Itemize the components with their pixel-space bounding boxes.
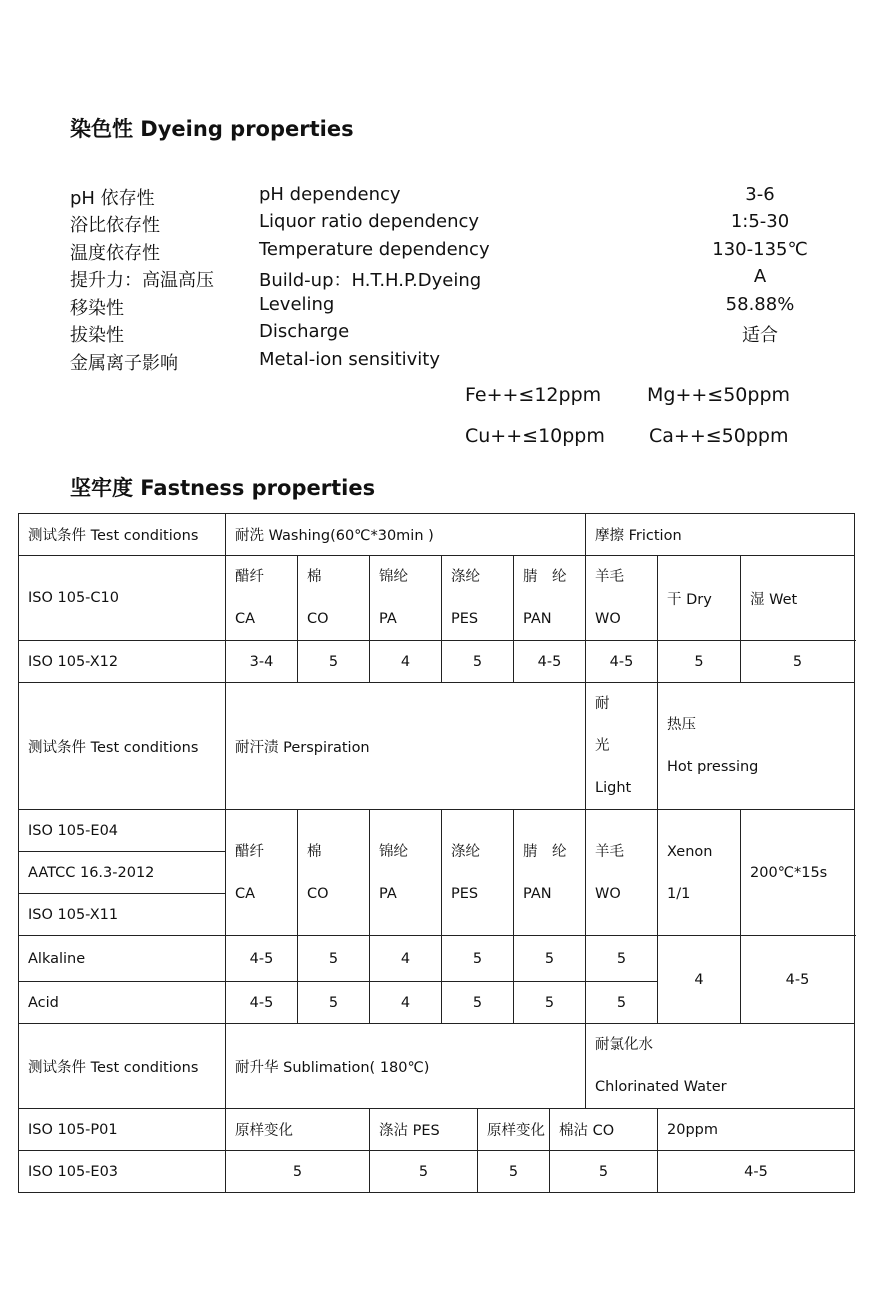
metal-ion-mg: Mg++≤50ppm <box>647 384 791 406</box>
standard-label: ISO 105-X11 <box>19 894 226 936</box>
property-value: 58.88% <box>725 294 795 315</box>
table-row <box>19 683 855 810</box>
grade-cell: 4-5 <box>226 982 298 1024</box>
grade-cell: 5 <box>586 982 658 1024</box>
fastness-title: 坚牢度 Fastness properties <box>70 476 376 500</box>
sublimation-col-header: 棉沾 CO <box>550 1109 658 1151</box>
fiber-header-co: 棉 CO <box>298 556 370 641</box>
light-header: 耐 光 Light <box>586 683 658 810</box>
grade-cell: 5 <box>298 982 370 1024</box>
grade-cell: 4 <box>370 982 442 1024</box>
grade-cell: 5 <box>478 1151 550 1193</box>
fiber-header-pa: 锦纶 PA <box>370 556 442 641</box>
grade-cell: 5 <box>442 641 514 683</box>
property-value: 1:5-30 <box>730 211 790 232</box>
fiber-header-wo: 羊毛 WO <box>586 810 658 936</box>
property-en: Build-up：H.T.H.P.Dyeing <box>259 270 482 291</box>
property-value: 适合 <box>742 325 778 346</box>
property-cn: pH 依存性 <box>70 188 155 209</box>
table-row <box>19 810 855 852</box>
property-cn: 拔染性 <box>70 325 124 346</box>
property-cn: 金属离子影响 <box>70 353 178 374</box>
grade-cell: 4 <box>370 936 442 982</box>
property-value: 3-6 <box>745 184 775 205</box>
grade-cell: 5 <box>514 936 586 982</box>
property-cn: 移染性 <box>70 298 124 319</box>
hot-pressing-grade: 4-5 <box>741 936 855 1024</box>
fiber-header-wo: 羊毛 WO <box>586 556 658 641</box>
table-row <box>19 641 855 683</box>
friction-header: 摩擦 Friction <box>586 514 855 556</box>
table-row <box>19 936 855 982</box>
sublimation-col-header: 原样变化 <box>478 1109 550 1151</box>
standard-label: ISO 105-E03 <box>19 1151 226 1193</box>
hot-pressing-condition: 200℃*15s <box>741 810 855 936</box>
grade-cell: 4 <box>370 641 442 683</box>
table-row <box>19 1151 855 1193</box>
property-en: Leveling <box>259 294 335 315</box>
metal-ion-ca: Ca++≤50ppm <box>649 425 789 447</box>
table-row <box>19 1024 855 1109</box>
standard-label: ISO 105-P01 <box>19 1109 226 1151</box>
grade-cell: 5 <box>298 641 370 683</box>
standard-label: ISO 105-X12 <box>19 641 226 683</box>
test-conditions-label: 测试条件 Test conditions <box>19 514 226 556</box>
fiber-header-pan: 腈 纶 PAN <box>514 810 586 936</box>
fastness-table <box>18 513 855 1193</box>
dry-header: 干 Dry <box>658 556 741 641</box>
washing-header: 耐洗 Washing(60℃*30min ) <box>226 514 586 556</box>
fiber-header-pan: 腈 纶 PAN <box>514 556 586 641</box>
property-en: Discharge <box>259 321 350 342</box>
property-cn: 浴比依存性 <box>70 215 160 236</box>
property-en: Metal-ion sensitivity <box>259 349 440 370</box>
property-en: Liquor ratio dependency <box>259 211 480 232</box>
grade-cell: 5 <box>586 936 658 982</box>
wet-grade: 5 <box>741 641 855 683</box>
metal-ion-cu: Cu++≤10ppm <box>465 425 605 447</box>
grade-cell: 4-5 <box>226 936 298 982</box>
dyeing-title: 染色性 Dyeing properties <box>70 117 354 141</box>
sublimation-header: 耐升华 Sublimation( 180℃) <box>226 1024 586 1109</box>
fiber-header-pa: 锦纶 PA <box>370 810 442 936</box>
grade-cell: 5 <box>514 982 586 1024</box>
perspiration-header: 耐汗渍 Perspiration <box>226 683 586 810</box>
grade-cell: 4-5 <box>658 1151 855 1193</box>
fiber-header-pes: 涤纶 PES <box>442 810 514 936</box>
fiber-header-ca: 醋纤 CA <box>226 556 298 641</box>
fiber-header-co: 棉 CO <box>298 810 370 936</box>
fiber-header-ca: 醋纤 CA <box>226 810 298 936</box>
property-value: A <box>753 266 767 287</box>
standard-label: ISO 105-C10 <box>19 556 226 641</box>
test-conditions-label: 测试条件 Test conditions <box>19 683 226 810</box>
wet-header: 湿 Wet <box>741 556 855 641</box>
test-conditions-label: 测试条件 Test conditions <box>19 1024 226 1109</box>
grade-cell: 4-5 <box>586 641 658 683</box>
grade-cell: 4-5 <box>514 641 586 683</box>
table-row <box>19 1109 855 1151</box>
chlorinated-water-header: 耐氯化水 Chlorinated Water <box>586 1024 855 1109</box>
grade-cell: 5 <box>442 982 514 1024</box>
grade-cell: 5 <box>442 936 514 982</box>
property-cn: 温度依存性 <box>70 243 160 264</box>
standard-label: AATCC 16.3-2012 <box>19 852 226 894</box>
sublimation-col-header: 涤沾 PES <box>370 1109 478 1151</box>
alkaline-label: Alkaline <box>19 936 226 982</box>
table-row <box>19 514 855 556</box>
property-value: 130-135℃ <box>712 239 808 260</box>
grade-cell: 5 <box>370 1151 478 1193</box>
grade-cell: 5 <box>550 1151 658 1193</box>
grade-cell: 5 <box>298 936 370 982</box>
grade-cell: 5 <box>226 1151 370 1193</box>
sublimation-col-header: 原样变化 <box>226 1109 370 1151</box>
light-grade: 4 <box>658 936 741 1024</box>
property-en: pH dependency <box>259 184 401 205</box>
standard-label: ISO 105-E04 <box>19 810 226 852</box>
fiber-header-pes: 涤纶 PES <box>442 556 514 641</box>
ppm-header: 20ppm <box>658 1109 855 1151</box>
table-row <box>19 556 855 641</box>
property-cn: 提升力：高温高压 <box>70 270 214 291</box>
grade-cell: 3-4 <box>226 641 298 683</box>
dry-grade: 5 <box>658 641 741 683</box>
xenon-cell: Xenon 1/1 <box>658 810 741 936</box>
acid-label: Acid <box>19 982 226 1024</box>
metal-ion-fe: Fe++≤12ppm <box>465 384 602 406</box>
property-en: Temperature dependency <box>259 239 490 260</box>
hot-pressing-header: 热压 Hot pressing <box>658 683 855 810</box>
